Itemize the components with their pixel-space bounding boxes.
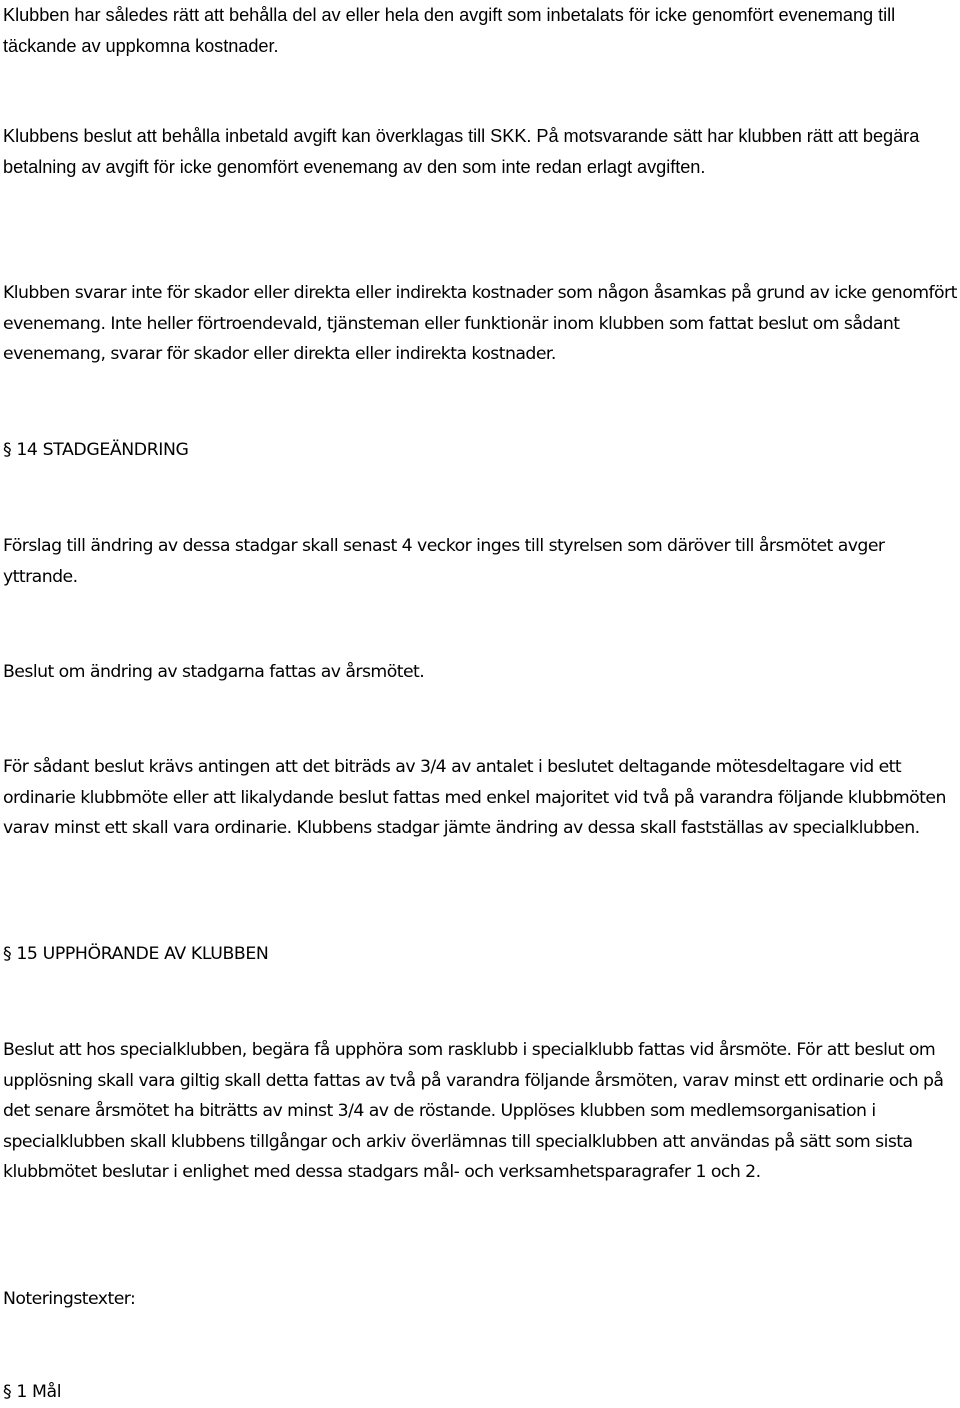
paragraph-amendment-requirements: För sådant beslut krävs antingen att det biträds av 3/4 av antalet i beslutet deltagande mötesdeltagare vid ett ordinarie klubbmöte eller att likalydande beslut fattas med enkel majoritet vid två på varandra följande klubbmöten varav minst ett skall vara ordinarie. Klubbens stadgar jämte ändring av dessa skall fastställas av specialklubben. [3, 757, 946, 838]
paragraph-dissolution: Beslut att hos specialklubben, begära få upphöra som rasklubb i specialklubb fattas vid årsmöte. För att beslut om upplösning skall vara giltig skall detta fattas av två på varandra följande årsmöten, varav minst ett ordinarie och på det senare årsmötet ha biträtts av minst 3/4 av de röstande. Upplöses klubben som medlemsorganisation i specialklubben skall klubbens tillgångar och arkiv överlämnas till specialklubben att användas på sätt som sista klubbmötet beslutar i enlighet med dessa stadgars mål- och verksamhetsparagrafer 1 och 2. [3, 1040, 944, 1182]
paragraph-amendment-decision: Beslut om ändring av stadgarna fattas av årsmötet. [3, 662, 425, 682]
paragraph-liability: Klubben svarar inte för skador eller direkta eller indirekta kostnader som någon åsamkas på grund av icke genomfört evenemang. Inte heller förtroendevald, tjänsteman eller funktionär inom klubben som fattat beslut om sådant evenemang, svarar för skador eller direkta eller indirekta kostnader. [3, 283, 957, 364]
section-heading-14: § 14 STADGEÄNDRING [3, 440, 189, 460]
paragraph-amendment-proposal: Förslag till ändring av dessa stadgar skall senast 4 veckor inges till styrelsen som däröver till årsmötet avger yttrande. [3, 536, 885, 587]
section-heading-15: § 15 UPPHÖRANDE AV KLUBBEN [3, 944, 269, 964]
notes-label: Noteringstexter: [3, 1289, 136, 1309]
note-section-heading-1: § 1 Mål [3, 1382, 62, 1402]
paragraph-fee-retention: Klubben har således rätt att behålla del av eller hela den avgift som inbetalats för icke genomfört evenemang till täckande av uppkomna kostnader. [3, 5, 896, 56]
paragraph-appeal-skk: Klubbens beslut att behålla inbetald avgift kan överklagas till SKK. På motsvarande sätt har klubben rätt att begära betalning av avgift för icke genomfört evenemang av den som inte redan erlagt avgiften. [3, 126, 920, 177]
